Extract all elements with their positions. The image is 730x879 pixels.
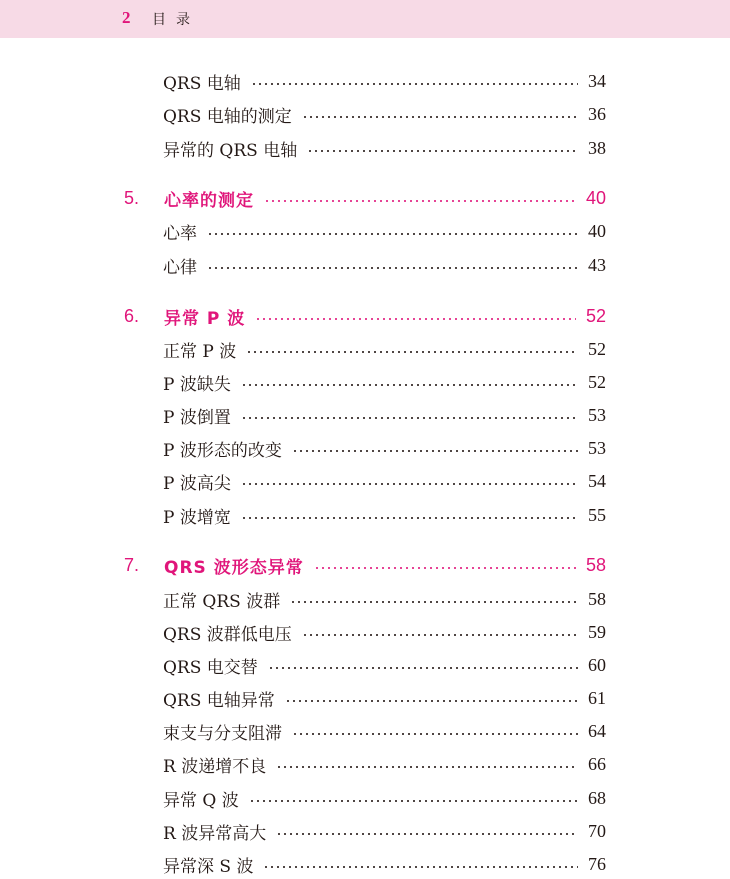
page-number: 40: [585, 187, 606, 208]
toc-entry-row[interactable]: [163, 849, 606, 879]
dot-leader: [276, 833, 578, 835]
page-number: 52: [585, 305, 606, 326]
dot-leader: [302, 116, 578, 118]
dot-leader: [251, 83, 578, 85]
page-number: 76: [588, 853, 606, 874]
dot-leader: [263, 866, 578, 868]
chapter-number: 7.: [124, 554, 140, 575]
chapter-title: QRS 波形态异常: [164, 557, 304, 578]
page-number: 70: [588, 820, 606, 841]
dot-leader: [255, 318, 576, 320]
toc-entry-row[interactable]: [163, 816, 606, 846]
page-number: 54: [588, 470, 606, 491]
page-number: 34: [588, 70, 606, 91]
header-title: 目录: [152, 12, 200, 28]
entry-title: R 波递增不良: [163, 756, 267, 777]
entry-title: 正常 QRS 波群: [163, 591, 281, 612]
page-header: [0, 0, 730, 38]
page-number: 55: [588, 504, 606, 525]
chapter-title: 异常 P 波: [164, 308, 246, 329]
entry-title: P 波倒置: [163, 407, 231, 428]
dot-leader: [241, 384, 578, 386]
chapter-number: 6.: [124, 305, 140, 326]
page-number: 58: [588, 588, 606, 609]
entry-title: QRS 波群低电压: [163, 624, 292, 645]
toc-entry-row[interactable]: [163, 250, 606, 280]
page-number: 58: [585, 554, 606, 575]
toc-chapter-row[interactable]: [124, 301, 606, 331]
page-number: 66: [588, 753, 606, 774]
page-number: 61: [588, 687, 606, 708]
chapter-number: 5.: [124, 187, 140, 208]
toc-entry-row[interactable]: [163, 99, 606, 129]
entry-title: P 波高尖: [163, 473, 231, 494]
entry-title: 心律: [163, 257, 197, 278]
chapter-title: 心率的测定: [164, 190, 254, 211]
dot-leader: [207, 233, 578, 235]
toc-entry-row[interactable]: [163, 617, 606, 647]
toc-entry-row[interactable]: [163, 66, 606, 96]
dot-leader: [249, 800, 578, 802]
dot-leader: [292, 450, 578, 452]
page-number: 40: [588, 220, 606, 241]
dot-leader: [314, 567, 576, 569]
dot-leader: [241, 483, 578, 485]
toc-entry-row[interactable]: [163, 433, 606, 463]
dot-leader: [276, 766, 578, 768]
entry-title: 正常 P 波: [163, 341, 237, 362]
page-number: 52: [588, 371, 606, 392]
toc-entry-row[interactable]: [163, 367, 606, 397]
toc-entry-row[interactable]: [163, 334, 606, 364]
toc-entry-row[interactable]: [163, 400, 606, 430]
entry-title: QRS 电轴的测定: [163, 106, 292, 127]
entry-title: 异常深 S 波: [163, 856, 254, 877]
toc-entry-row[interactable]: [163, 584, 606, 614]
toc-entry-row[interactable]: [163, 650, 606, 680]
dot-leader: [302, 634, 578, 636]
entry-title: P 波缺失: [163, 374, 231, 395]
dot-leader: [241, 417, 578, 419]
entry-title: QRS 电轴异常: [163, 690, 275, 711]
page-number: 38: [588, 137, 606, 158]
dot-leader: [207, 267, 578, 269]
toc-chapter-row[interactable]: [124, 550, 606, 580]
header-page-number: 2: [122, 8, 131, 27]
toc-entry-row[interactable]: [163, 500, 606, 530]
entry-title: P 波形态的改变: [163, 440, 282, 461]
page-number: 68: [588, 787, 606, 808]
page-number: 53: [588, 437, 606, 458]
dot-leader: [290, 601, 578, 603]
toc-entry-row[interactable]: [163, 749, 606, 779]
page-number: 53: [588, 404, 606, 425]
entry-title: 心率: [163, 223, 197, 244]
entry-title: QRS 电轴: [163, 73, 241, 94]
dot-leader: [292, 733, 578, 735]
entry-title: P 波增宽: [163, 507, 231, 528]
page-number: 52: [588, 338, 606, 359]
toc-entry-row[interactable]: [163, 683, 606, 713]
toc-entry-row[interactable]: [163, 783, 606, 813]
page-number: 36: [588, 103, 606, 124]
page-number: 64: [588, 720, 606, 741]
toc-entry-row[interactable]: [163, 466, 606, 496]
dot-leader: [285, 700, 578, 702]
toc-chapter-row[interactable]: [124, 183, 606, 213]
toc-entry-row[interactable]: [163, 133, 606, 163]
page-number: 59: [588, 621, 606, 642]
page-number: 60: [588, 654, 606, 675]
entry-title: 异常的 QRS 电轴: [163, 140, 298, 161]
toc-entry-row[interactable]: [163, 716, 606, 746]
entry-title: QRS 电交替: [163, 657, 258, 678]
page-number: 43: [588, 254, 606, 275]
dot-leader: [264, 200, 576, 202]
dot-leader: [307, 150, 578, 152]
entry-title: 束支与分支阻滞: [163, 723, 282, 744]
entry-title: 异常 Q 波: [163, 790, 239, 811]
dot-leader: [246, 351, 578, 353]
entry-title: R 波异常高大: [163, 823, 267, 844]
dot-leader: [268, 667, 578, 669]
toc-entry-row[interactable]: [163, 216, 606, 246]
dot-leader: [241, 517, 578, 519]
